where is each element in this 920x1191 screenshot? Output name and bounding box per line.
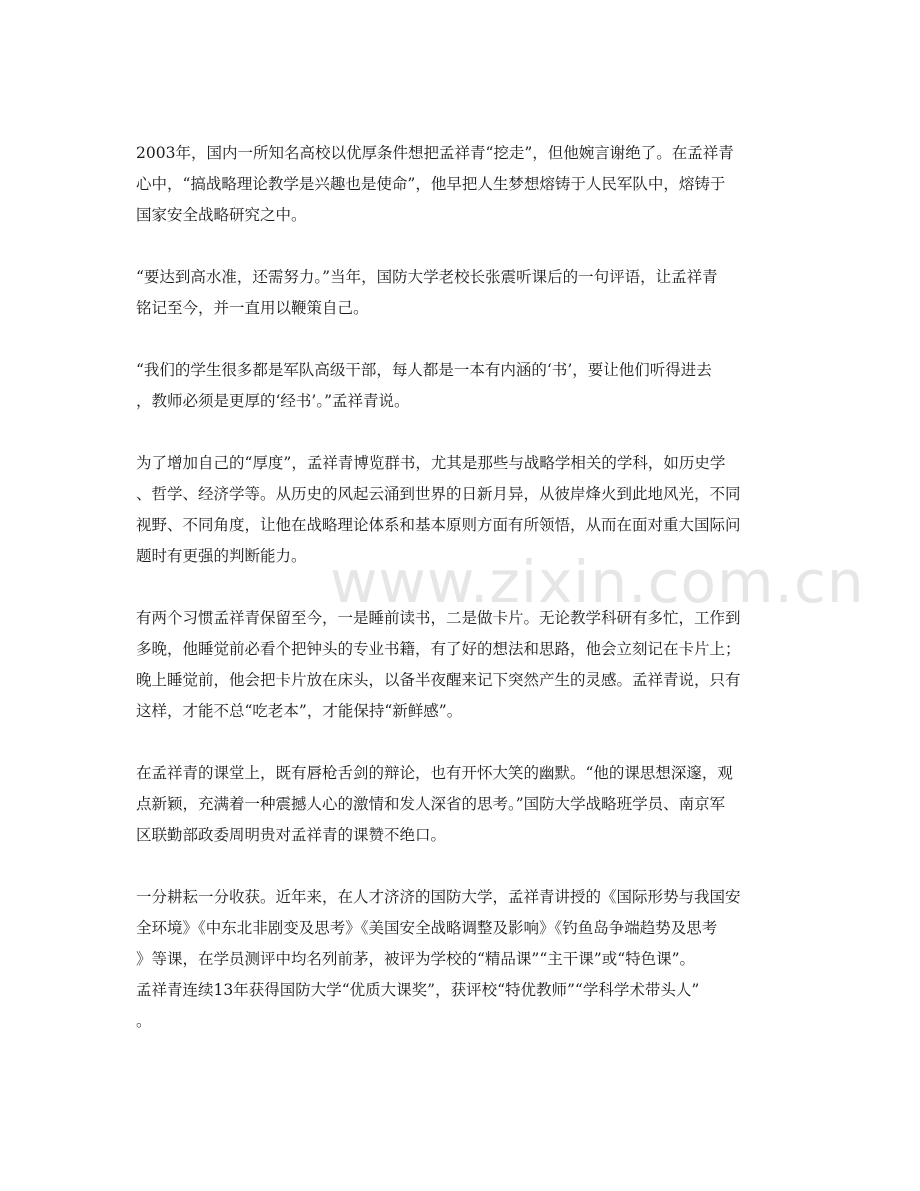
paragraph-6 bbox=[136, 758, 786, 851]
paragraph-2 bbox=[136, 262, 786, 324]
text-line: 》等课，在学员测评中均名列前茅，被评为学校的“精品课”“主干课”或“特色课”。 bbox=[136, 950, 696, 968]
text-line: 点新颖，充满着一种震撼人心的激情和发人深省的思考。”国防大学战略班学员、南京军 bbox=[136, 795, 726, 813]
text-line: 国家安全战略研究之中。 bbox=[136, 206, 307, 224]
paragraph-1 bbox=[136, 138, 786, 231]
paragraph-7 bbox=[136, 882, 786, 1037]
text-line: 孟祥青连续13年获得国防大学“优质大课奖”，获评校“特优教师”“学科学术带头人” bbox=[136, 981, 700, 999]
text-line: 区联勤部政委周明贵对孟祥青的课赞不绝口。 bbox=[136, 826, 447, 844]
paragraph-3 bbox=[136, 355, 786, 417]
text-line: 为了增加自己的“厚度”，孟祥青博览群书，尤其是那些与战略学相关的学科，如历史学 bbox=[136, 454, 726, 472]
text-line: 晚上睡觉前，他会把卡片放在床头，以备半夜醒来记下突然产生的灵感。孟祥青说，只有 bbox=[136, 671, 741, 689]
article-body bbox=[136, 138, 786, 1068]
paragraph-5 bbox=[136, 603, 786, 727]
text-line: 在孟祥青的课堂上，既有唇枪舌剑的辩论，也有开怀大笑的幽默。“他的课思想深邃，观 bbox=[136, 764, 733, 782]
text-line: 题时有更强的判断能力。 bbox=[136, 547, 307, 565]
text-line: 。 bbox=[136, 1012, 152, 1030]
watermark: www.zixin.com.cn bbox=[330, 548, 865, 616]
text-line: 心中，“搞战略理论教学是兴趣也是使命”，他早把人生梦想熔铸于人民军队中，熔铸于 bbox=[136, 175, 726, 193]
text-line: 这样，才能不总“吃老本”，才能保持“新鲜感”。 bbox=[136, 702, 463, 720]
text-line: 2003年，国内一所知名高校以优厚条件想把孟祥青“挖走”，但他婉言谢绝了。在孟祥青 bbox=[136, 144, 734, 162]
text-line: 视野、不同角度，让他在战略理论体系和基本原则方面有所领悟，从而在面对重大国际问 bbox=[136, 516, 741, 534]
text-line: 全环境》《中东北非剧变及思考》《美国安全战略调整及影响》《钓鱼岛争端趋势及思考 bbox=[136, 919, 718, 937]
text-line: 铭记至今，并一直用以鞭策自己。 bbox=[136, 299, 369, 317]
text-line: 、哲学、经济学等。从历史的风起云涌到世界的日新月异，从彼岸烽火到此地风光，不同 bbox=[136, 485, 741, 503]
paragraph-4 bbox=[136, 448, 786, 572]
text-line: 一分耕耘一分收获。近年来，在人才济济的国防大学，孟祥青讲授的《国际形势与我国安 bbox=[136, 888, 741, 906]
text-line: “要达到高水准，还需努力。”当年，国防大学老校长张震听课后的一句评语，让孟祥青 bbox=[136, 268, 718, 286]
text-line: ，教师必须是更厚的‘经书’。”孟祥青说。 bbox=[136, 392, 410, 410]
text-line: “我们的学生很多都是军队高级干部，每人都是一本有内涵的‘书’，要让他们听得进去 bbox=[136, 361, 712, 379]
text-line: 有两个习惯孟祥青保留至今，一是睡前读书，二是做卡片。无论教学科研有多忙，工作到 bbox=[136, 609, 741, 627]
text-line: 多晚，他睡觉前必看个把钟头的专业书籍，有了好的想法和思路，他会立刻记在卡片上； bbox=[136, 640, 741, 658]
